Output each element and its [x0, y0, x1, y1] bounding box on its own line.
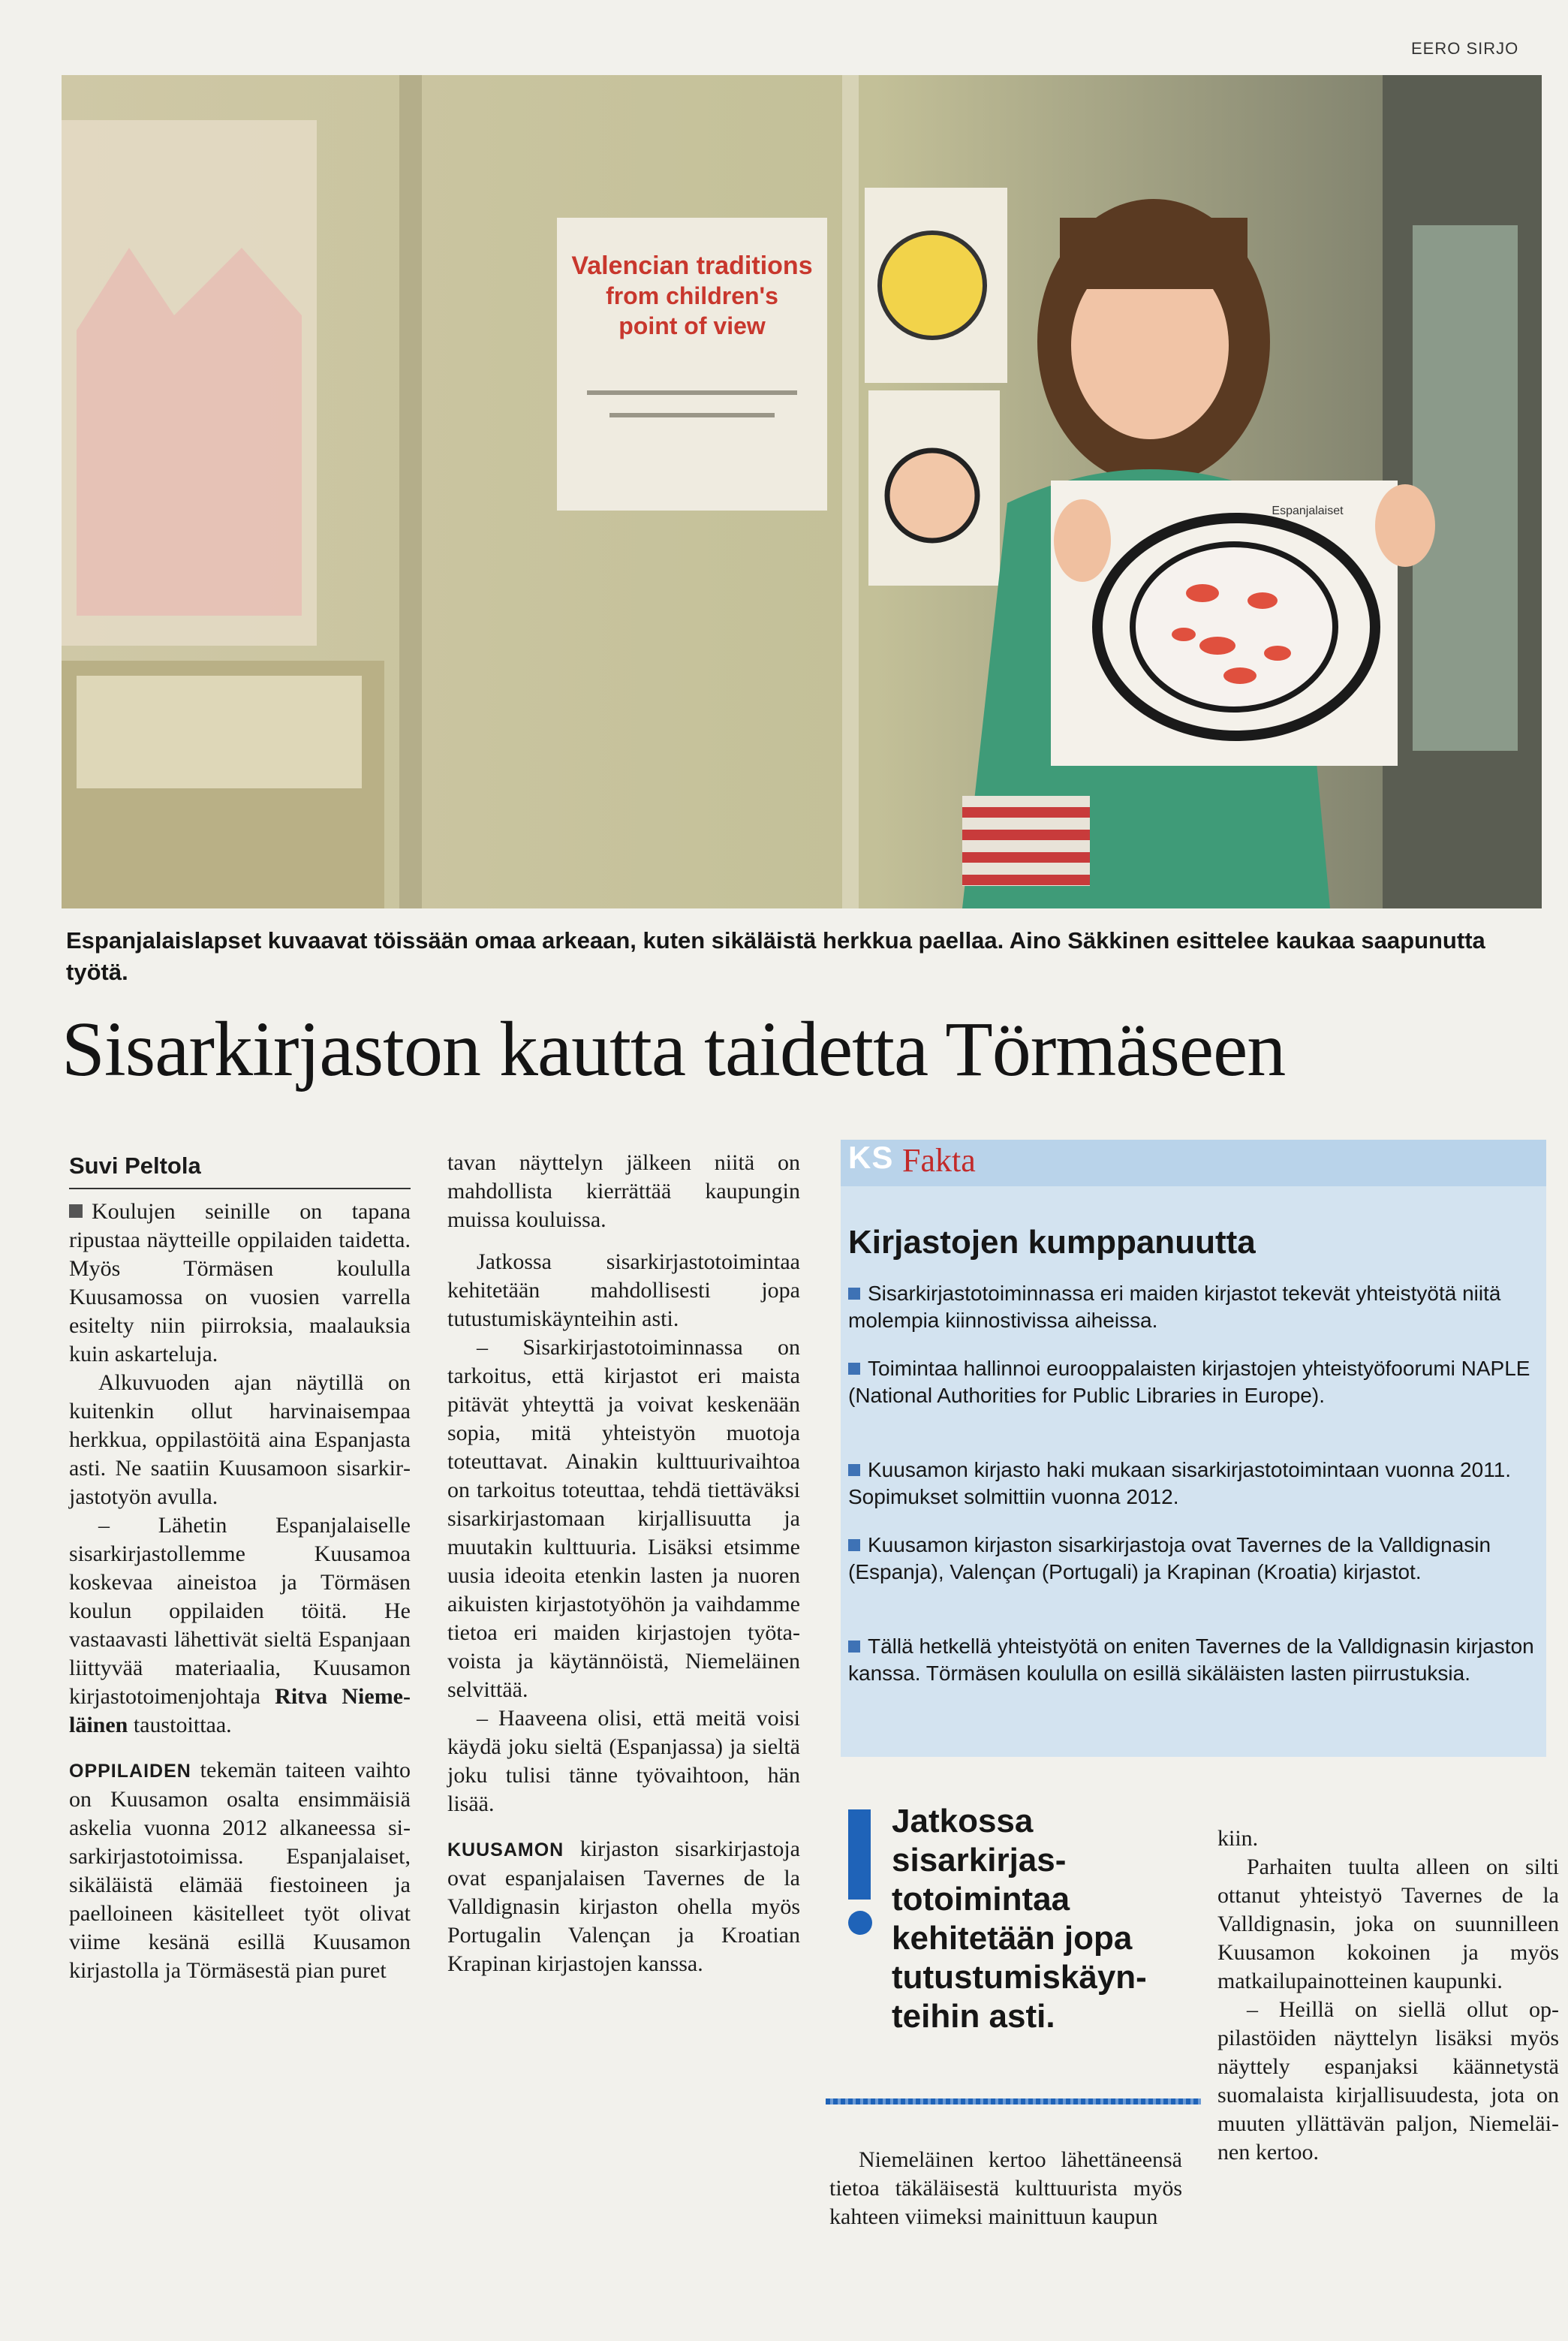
paragraph: tavan näyttelyn jälkeen niitä on mahdollista kierrättää kaupungin muissa kouluissa. — [447, 1150, 800, 1232]
poster-title-line-2: from children's — [606, 282, 778, 309]
fact-item — [848, 1457, 1539, 1511]
byline-rule — [69, 1188, 411, 1189]
fact-item-text: Sisarkirjastotoiminnassa eri maiden kirjastot tekevät yhteistyötä niitä molempia kiinnostivissa aiheissa. — [848, 1282, 1501, 1332]
article-column-4 — [1217, 1824, 1559, 2167]
paragraph: Alkuvuoden ajan näytillä on kuitenkin ollut harvinaisempaa herkkua, oppilastöitä aina Espanjasta asti. Ne saatiin Kuusamoon sisarkirjastotyön avulla. — [69, 1370, 411, 1509]
paragraph: – Haaveena olisi, että meitä voisi käydä joku sieltä (Espanjassa) ja sieltä joku tulisi tänne työvaihtoon, hän lisää. — [447, 1706, 800, 1816]
byline: Suvi Peltola — [69, 1152, 201, 1179]
paragraph — [69, 1756, 411, 1985]
paragraph: kiin. — [1217, 1826, 1259, 1851]
paragraph: Parhaiten tuulta alleen on silti ottanut yhteistyö Tavernes de la Valldignasin, joka on suunnilleen Kuusamon kokoinen ja myös matkailupainotteinen kaupunki. — [1217, 1854, 1559, 1993]
paragraph-text: Koulujen seinille on tapana ripustaa näytteille oppilaiden taidetta. Myös Törmäsen koululla Kuusamossa on vuosien varrella esitelty niin piirroksia, maalauksia kuin askarteluja. — [69, 1199, 411, 1366]
paragraph: – Heillä on siellä ollut oppilastöiden näyttelyn lisäksi myös näyttely espanjaksi käännetystä suomalaista kirjallisuudesta, jota on muuten yllättävän paljon, Niemeläinen kertoo. — [1217, 1997, 1559, 2165]
paragraph: – Sisarkirjastotoiminnassa on tarkoitus, että kirjastot eri maista pitävät yhteyttä ja voivat keskenään sopia, mitä yhteistyön muotoja toteuttavat. Ainakin kulttuurivaihtoa on tarkoitus toteuttaa, tehdä tiettäväksi sisarkirjastomaan kirjallisuutta ja muutakin kulttuuria. Lisäksi etsimme uusia ideoita etenkin lasten ja nuoren aikuisten kirjastotyöhön ja vaihdamme tietoa eri maiden kirjastojen työtavoista ja käytännöistä, Niemeläinen selvittää. — [447, 1335, 800, 1702]
article-column-1 — [69, 1198, 411, 1985]
paragraph-text: tekemän taiteen vaihto on Kuusamon osalta ensimmäisiä askelia vuonna 2012 alkaneessa sisarkirjastotoimissa. Espanjalaiset, sikäläistä elämää fiestoineen ja paelloineen käsitelleet työt olivat viime kesänä esillä Kuusamon kirjastolla ja Törmäsestä pian puret — [69, 1758, 411, 1983]
headline: Sisarkirjaston kautta taidetta Törmäseen — [62, 1006, 1286, 1092]
poster-title-line-3: point of view — [618, 312, 766, 339]
paragraph-text: – Lähetin Espanjalaiselle sisarkirjastollemme Kuusamoa koskevaa aineistoa ja Törmäsen koulun oppilaiden töitä. He vastaavasti lähettivät sieltä Espanjaan liittyvää materiaalia, Kuusamon kirjastotoimenjohtaja — [69, 1513, 411, 1709]
fact-item — [848, 1532, 1539, 1586]
square-bullet-icon — [848, 1464, 860, 1476]
paragraph — [69, 1511, 411, 1740]
paragraph: Jatkossa sisarkirjastotoimintaa kehitetään mahdollisesti jopa tutustumiskäynteihin asti. — [447, 1249, 800, 1331]
square-bullet-icon — [848, 1288, 860, 1300]
article-column-3 — [829, 2146, 1182, 2231]
square-bullet-icon — [848, 1363, 860, 1375]
ks-logo: KS — [848, 1140, 894, 1175]
photo-caption: Espanjalaislapset kuvaavat töissään omaa arkeaan, kuten sikäläistä herkkua paellaa. Aino Säkkinen esittelee kaukaa saapunutta työtä. — [66, 927, 1485, 985]
paragraph — [69, 1198, 411, 1369]
fact-item-text: Tällä hetkellä yhteistyötä on eniten Tavernes de la Valldignasin kirjaston kanssa. Törmäsen koululla on esillä sikäläisten lasten piirrustuksia. — [848, 1634, 1534, 1685]
fact-item — [848, 1633, 1539, 1687]
exclamation-dot-icon — [848, 1911, 872, 1935]
fact-item — [848, 1280, 1539, 1334]
paragraph-text: taustoittaa. — [128, 1713, 232, 1737]
person-name: Ritva Niemeläinen — [69, 1684, 411, 1737]
square-bullet-icon — [848, 1641, 860, 1653]
fact-label: Fakta — [902, 1142, 976, 1179]
article-photo — [62, 75, 1542, 908]
exclamation-icon — [848, 1809, 871, 1900]
article-column-2 — [447, 1149, 800, 1978]
fact-item — [848, 1355, 1539, 1409]
photo-credit: EERO SIRJO — [1411, 39, 1519, 58]
drawing-label: Espanjalaiset — [1272, 505, 1344, 517]
pull-quote-rule — [826, 2098, 1201, 2104]
square-bullet-icon — [69, 1204, 83, 1218]
paragraph-lead: KUUSAMON — [447, 1839, 564, 1860]
paragraph-text: kirjaston sisarkirjastoja ovat espanjalaisen Tavernes de la Valldignasin kirjaston ohella myös Portugalin Valençan ja Kroatian Krapinan kirjastojen kanssa. — [447, 1836, 800, 1976]
poster-title-line-1: Valencian traditions — [571, 252, 813, 280]
fact-title: Kirjastojen kumppanuutta — [848, 1224, 1256, 1261]
fact-item-text: Kuusamon kirjasto haki mukaan sisarkirjastotoimintaan vuonna 2011. Sopimukset solmittiin vuonna 2012. — [848, 1458, 1512, 1508]
fact-item-text: Toimintaa hallinnoi eurooppalaisten kirjastojen yhteistyöfoorumi NAPLE (National Authorities for Public Libraries in Europe). — [848, 1357, 1530, 1407]
paragraph — [447, 1835, 800, 1978]
square-bullet-icon — [848, 1539, 860, 1551]
paragraph-lead: OPPILAIDEN — [69, 1761, 191, 1782]
pull-quote: Jatkossa sisarkirjastotoimintaa kehitetään jopa tutustumiskäynteihin asti. — [892, 1803, 1147, 2035]
fact-item-text: Kuusamon kirjaston sisarkirjastoja ovat Tavernes de la Valldignasin (Espanja), Valençan (Portugali) ja Krapinan (Kroatia) kirjastot. — [848, 1533, 1491, 1583]
paragraph: Niemeläinen kertoo lähettäneensä tietoa täkäläisestä kulttuurista myös kahteen viimeksi mainittuun kaupun — [829, 2147, 1182, 2229]
